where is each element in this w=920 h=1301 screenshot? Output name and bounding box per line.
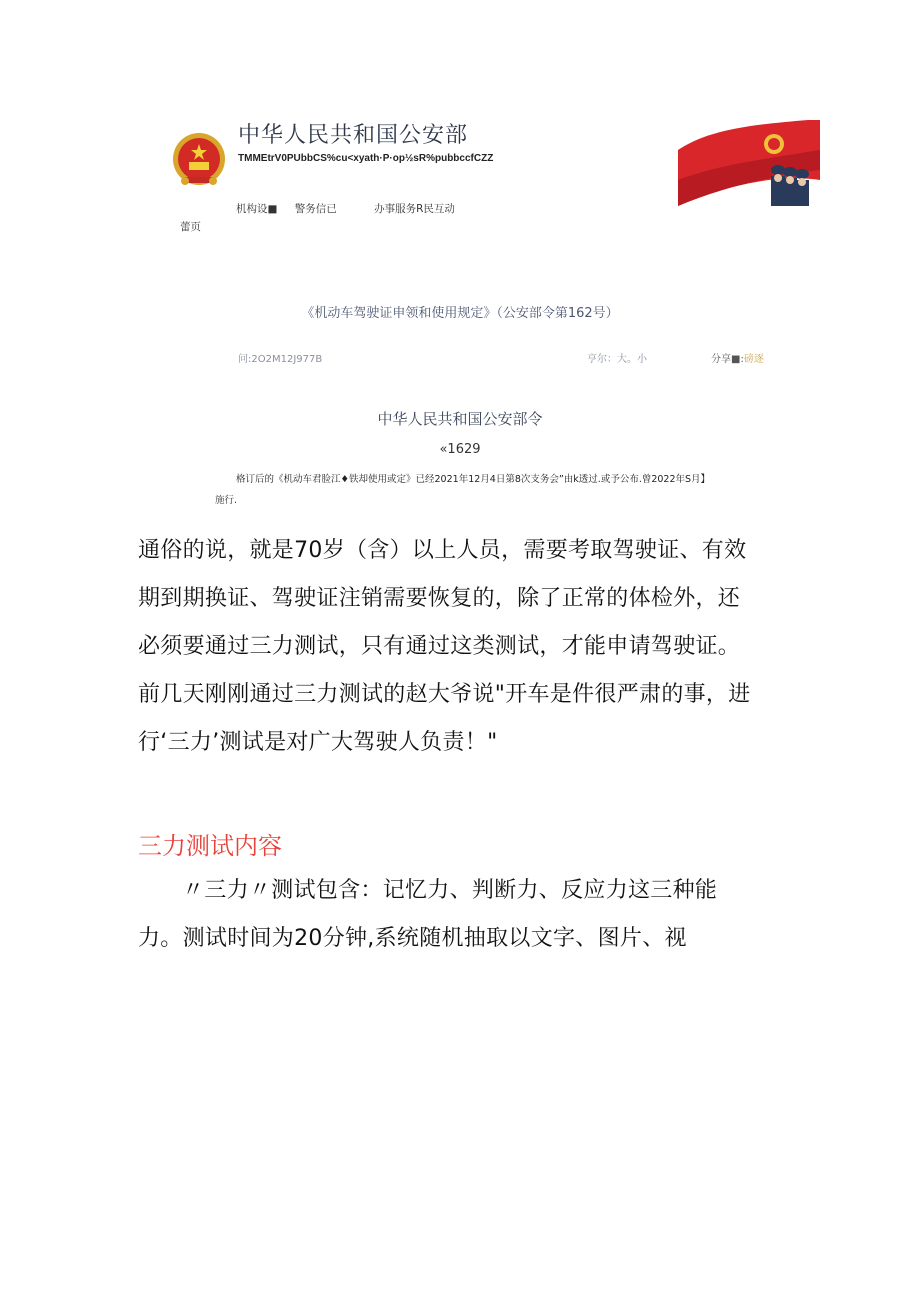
article-title: 《机动车驾驶证申领和使用规定》（公安部令第162号） [301,306,619,321]
section-paragraph-line: 〃三力〃测试包含：记忆力、判断力、反应力这三种能 [182,878,718,903]
publish-date: 问:2O2M12J977B [238,354,323,365]
site-subtitle: TMMEtrV0PUbbCS%cu<xyath·P·op½sR%pubbccfCZZ [238,153,494,164]
share-control[interactable] [711,350,764,365]
national-emblem-icon [170,132,228,190]
order-number: «1629 [439,442,481,457]
paragraph-line: 必须要通过三力测试，只有通过这类测试，才能申请驾驶证。 [138,634,741,659]
paragraph-line: 期到期换证、驾驶证注销需要恢复的，除了正常的体检外，还 [138,586,741,611]
nav-item-home[interactable]: 蕾页 [180,221,201,233]
order-text: 格订后的《机动车君脸江♦铁却使用或定》已经2021年12月4日第8次支务会”由k透过.或予公布.曾2022年S月】 [236,474,711,485]
police-banner-image [678,120,820,206]
font-size-control[interactable]: 亨尔：大。小 [587,354,647,365]
order-text-continued: 施行. [215,495,238,506]
nav-item-police-info[interactable]: 警务信已 [294,203,337,215]
nav-item-services[interactable]: 办事服务R民互动 [374,203,455,215]
share-icons[interactable]: 磅逐 [743,354,764,365]
paragraph-line: 通俗的说，就是70岁（含）以上人员，需要考取驾驶证、有效 [138,538,747,563]
site-title[interactable]: 中华人民共和国公安部 [238,123,469,148]
nav-item-organization[interactable]: 机构设■ [236,203,278,215]
order-title: 中华人民共和国公安部令 [377,410,543,428]
paragraph-line: 前几天刚刚通过三力测试的赵大爷说"开车是件很严肃的事，进 [138,682,751,707]
paragraph-line: 行‘三力’测试是对广大驾驶人负责！" [138,730,498,755]
main-nav [236,201,469,216]
section-heading: 三力测试内容 [138,832,282,860]
section-paragraph-line: 力。测试时间为20分钟,系统随机抽取以文字、图片、视 [138,926,687,951]
share-label: 分享■: [711,354,744,365]
